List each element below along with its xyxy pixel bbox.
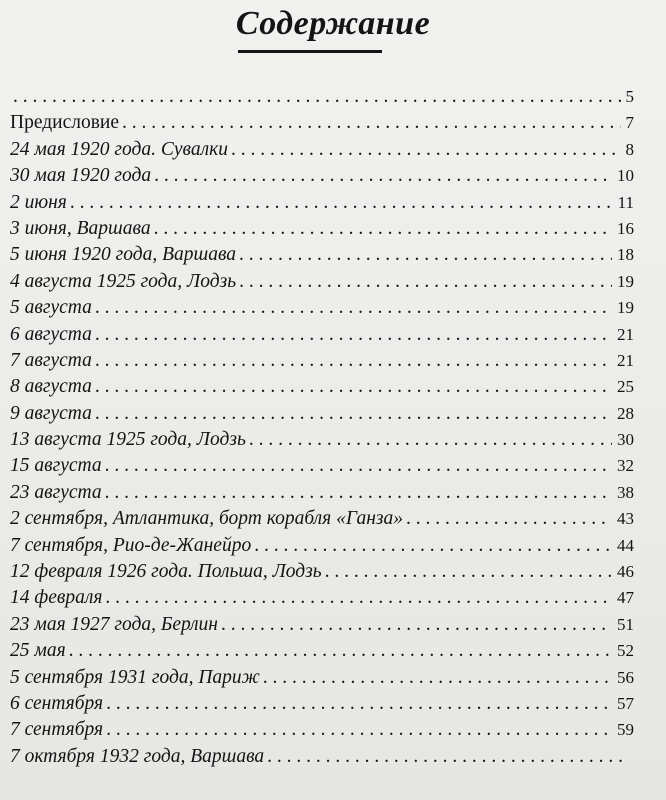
dot-leader <box>105 453 612 479</box>
toc-page-number: 32 <box>617 456 634 476</box>
toc-entry <box>10 269 634 295</box>
toc-page-number: 18 <box>617 245 634 265</box>
toc-entry-label: 6 августа <box>10 323 92 345</box>
toc-entry <box>10 533 634 559</box>
dot-leader <box>95 322 612 348</box>
toc-entry <box>10 506 634 532</box>
toc-entry <box>10 190 634 216</box>
toc-entry <box>10 427 634 453</box>
toc-entry-label: 23 августа <box>10 481 102 503</box>
toc-page-number: 52 <box>617 641 634 661</box>
toc-entry <box>10 638 634 664</box>
toc-page-number: 43 <box>617 509 634 529</box>
toc-entry-label: 8 августа <box>10 376 92 398</box>
toc-page-number: 38 <box>617 482 634 502</box>
toc-entry-label: 7 октября 1932 года, Варшава <box>10 745 265 767</box>
toc-page-number: 57 <box>617 693 634 713</box>
toc-entry-label: 7 августа <box>10 349 92 371</box>
toc-entry <box>10 295 634 321</box>
dot-leader <box>95 374 612 400</box>
toc-entry-label: 7 сентября <box>10 719 104 741</box>
toc-page-number: 46 <box>617 562 634 582</box>
toc-entry <box>10 744 634 770</box>
toc-entry <box>10 348 634 374</box>
title-underline <box>238 50 382 53</box>
dot-leader <box>106 691 612 717</box>
dot-leader <box>249 427 612 453</box>
table-of-contents <box>10 84 634 770</box>
toc-entry-label: 2 июня <box>10 191 67 213</box>
dot-leader <box>154 163 612 189</box>
toc-entry-label: 5 сентября 1931 года, Париж <box>10 666 260 688</box>
toc-page-number: 51 <box>617 614 634 634</box>
toc-entry-label: 9 августа <box>10 402 92 424</box>
dot-leader <box>239 242 612 268</box>
toc-page-number: 10 <box>617 166 634 186</box>
toc-entry <box>10 585 634 611</box>
toc-entry-label: 13 августа 1925 года, Лодзь <box>10 429 246 451</box>
toc-entry <box>10 480 634 506</box>
dot-leader <box>254 533 612 559</box>
toc-entry-label: 2 сентября, Атлантика, борт корабля «Ганза» <box>10 508 404 530</box>
toc-entry <box>10 374 634 400</box>
toc-entry <box>10 163 634 189</box>
dot-leader <box>239 269 612 295</box>
dot-leader <box>95 295 612 321</box>
toc-entry-label: 24 мая 1920 года. Сувалки <box>10 138 228 160</box>
dot-leader <box>70 190 613 216</box>
toc-entry-label: 14 февраля <box>10 587 103 609</box>
page-title: Содержание <box>235 5 431 42</box>
dot-leader <box>105 480 612 506</box>
toc-page-number: 44 <box>617 535 634 555</box>
toc-entry <box>10 717 634 743</box>
dot-leader <box>95 348 612 374</box>
toc-page-number: 5 <box>625 87 634 106</box>
toc-page-number: 21 <box>617 350 634 370</box>
toc-page-number: 47 <box>617 588 634 608</box>
dot-leader <box>95 401 612 427</box>
toc-entry <box>10 137 634 163</box>
toc-entry <box>10 453 634 479</box>
toc-entry-label: 5 июня 1920 года, Варшава <box>10 244 237 266</box>
toc-entry <box>10 691 634 717</box>
title-block <box>0 4 666 44</box>
toc-page-number: 8 <box>625 139 634 159</box>
dot-leader <box>13 84 621 110</box>
toc-entry-label: Предисловие <box>10 112 120 134</box>
toc-entry-label: 6 сентября <box>10 692 104 714</box>
toc-entry <box>10 559 634 585</box>
toc-entry-label: 12 февраля 1926 года. Польша, Лодзь <box>10 561 322 583</box>
dot-leader <box>105 585 612 611</box>
toc-page-number: 19 <box>617 271 634 291</box>
dot-leader <box>154 216 612 242</box>
toc-entry-label: 4 августа 1925 года, Лодзь <box>10 270 237 292</box>
toc-entry <box>10 665 634 691</box>
toc-page-number: 30 <box>617 430 634 450</box>
toc-page-number: 56 <box>617 667 634 687</box>
toc-entry-label: 25 мая <box>10 640 66 662</box>
dot-leader <box>231 137 621 163</box>
toc-page-number: 28 <box>617 403 634 423</box>
toc-page-number: 11 <box>617 192 634 212</box>
dot-leader <box>69 638 612 664</box>
toc-entry <box>10 84 634 110</box>
toc-entry-label: 23 мая 1927 года, Берлин <box>10 613 218 635</box>
dot-leader <box>406 506 612 532</box>
toc-entry <box>10 216 634 242</box>
toc-entry-label: 3 июня, Варшава <box>10 217 151 239</box>
toc-entry-label: 7 сентября, Рио-де-Жанейро <box>10 534 252 556</box>
toc-page-number: 7 <box>625 113 634 133</box>
toc-entry <box>10 401 634 427</box>
dot-leader <box>122 110 620 136</box>
dot-leader <box>267 744 629 770</box>
toc-entry <box>10 110 634 136</box>
dot-leader <box>106 717 612 743</box>
toc-page-number: 19 <box>617 298 634 318</box>
dot-leader <box>221 612 612 638</box>
toc-entry <box>10 612 634 638</box>
toc-page-number: 16 <box>617 218 634 238</box>
dot-leader <box>325 559 612 585</box>
toc-page-number: 21 <box>617 324 634 344</box>
toc-entry <box>10 322 634 348</box>
toc-entry-label: 5 августа <box>10 297 92 319</box>
dot-leader <box>263 665 612 691</box>
toc-entry-label: 30 мая 1920 года <box>10 165 152 187</box>
toc-page-number: 25 <box>617 377 634 397</box>
toc-entry-label: 15 августа <box>10 455 102 477</box>
toc-entry <box>10 242 634 268</box>
toc-page-number: 59 <box>617 720 634 740</box>
